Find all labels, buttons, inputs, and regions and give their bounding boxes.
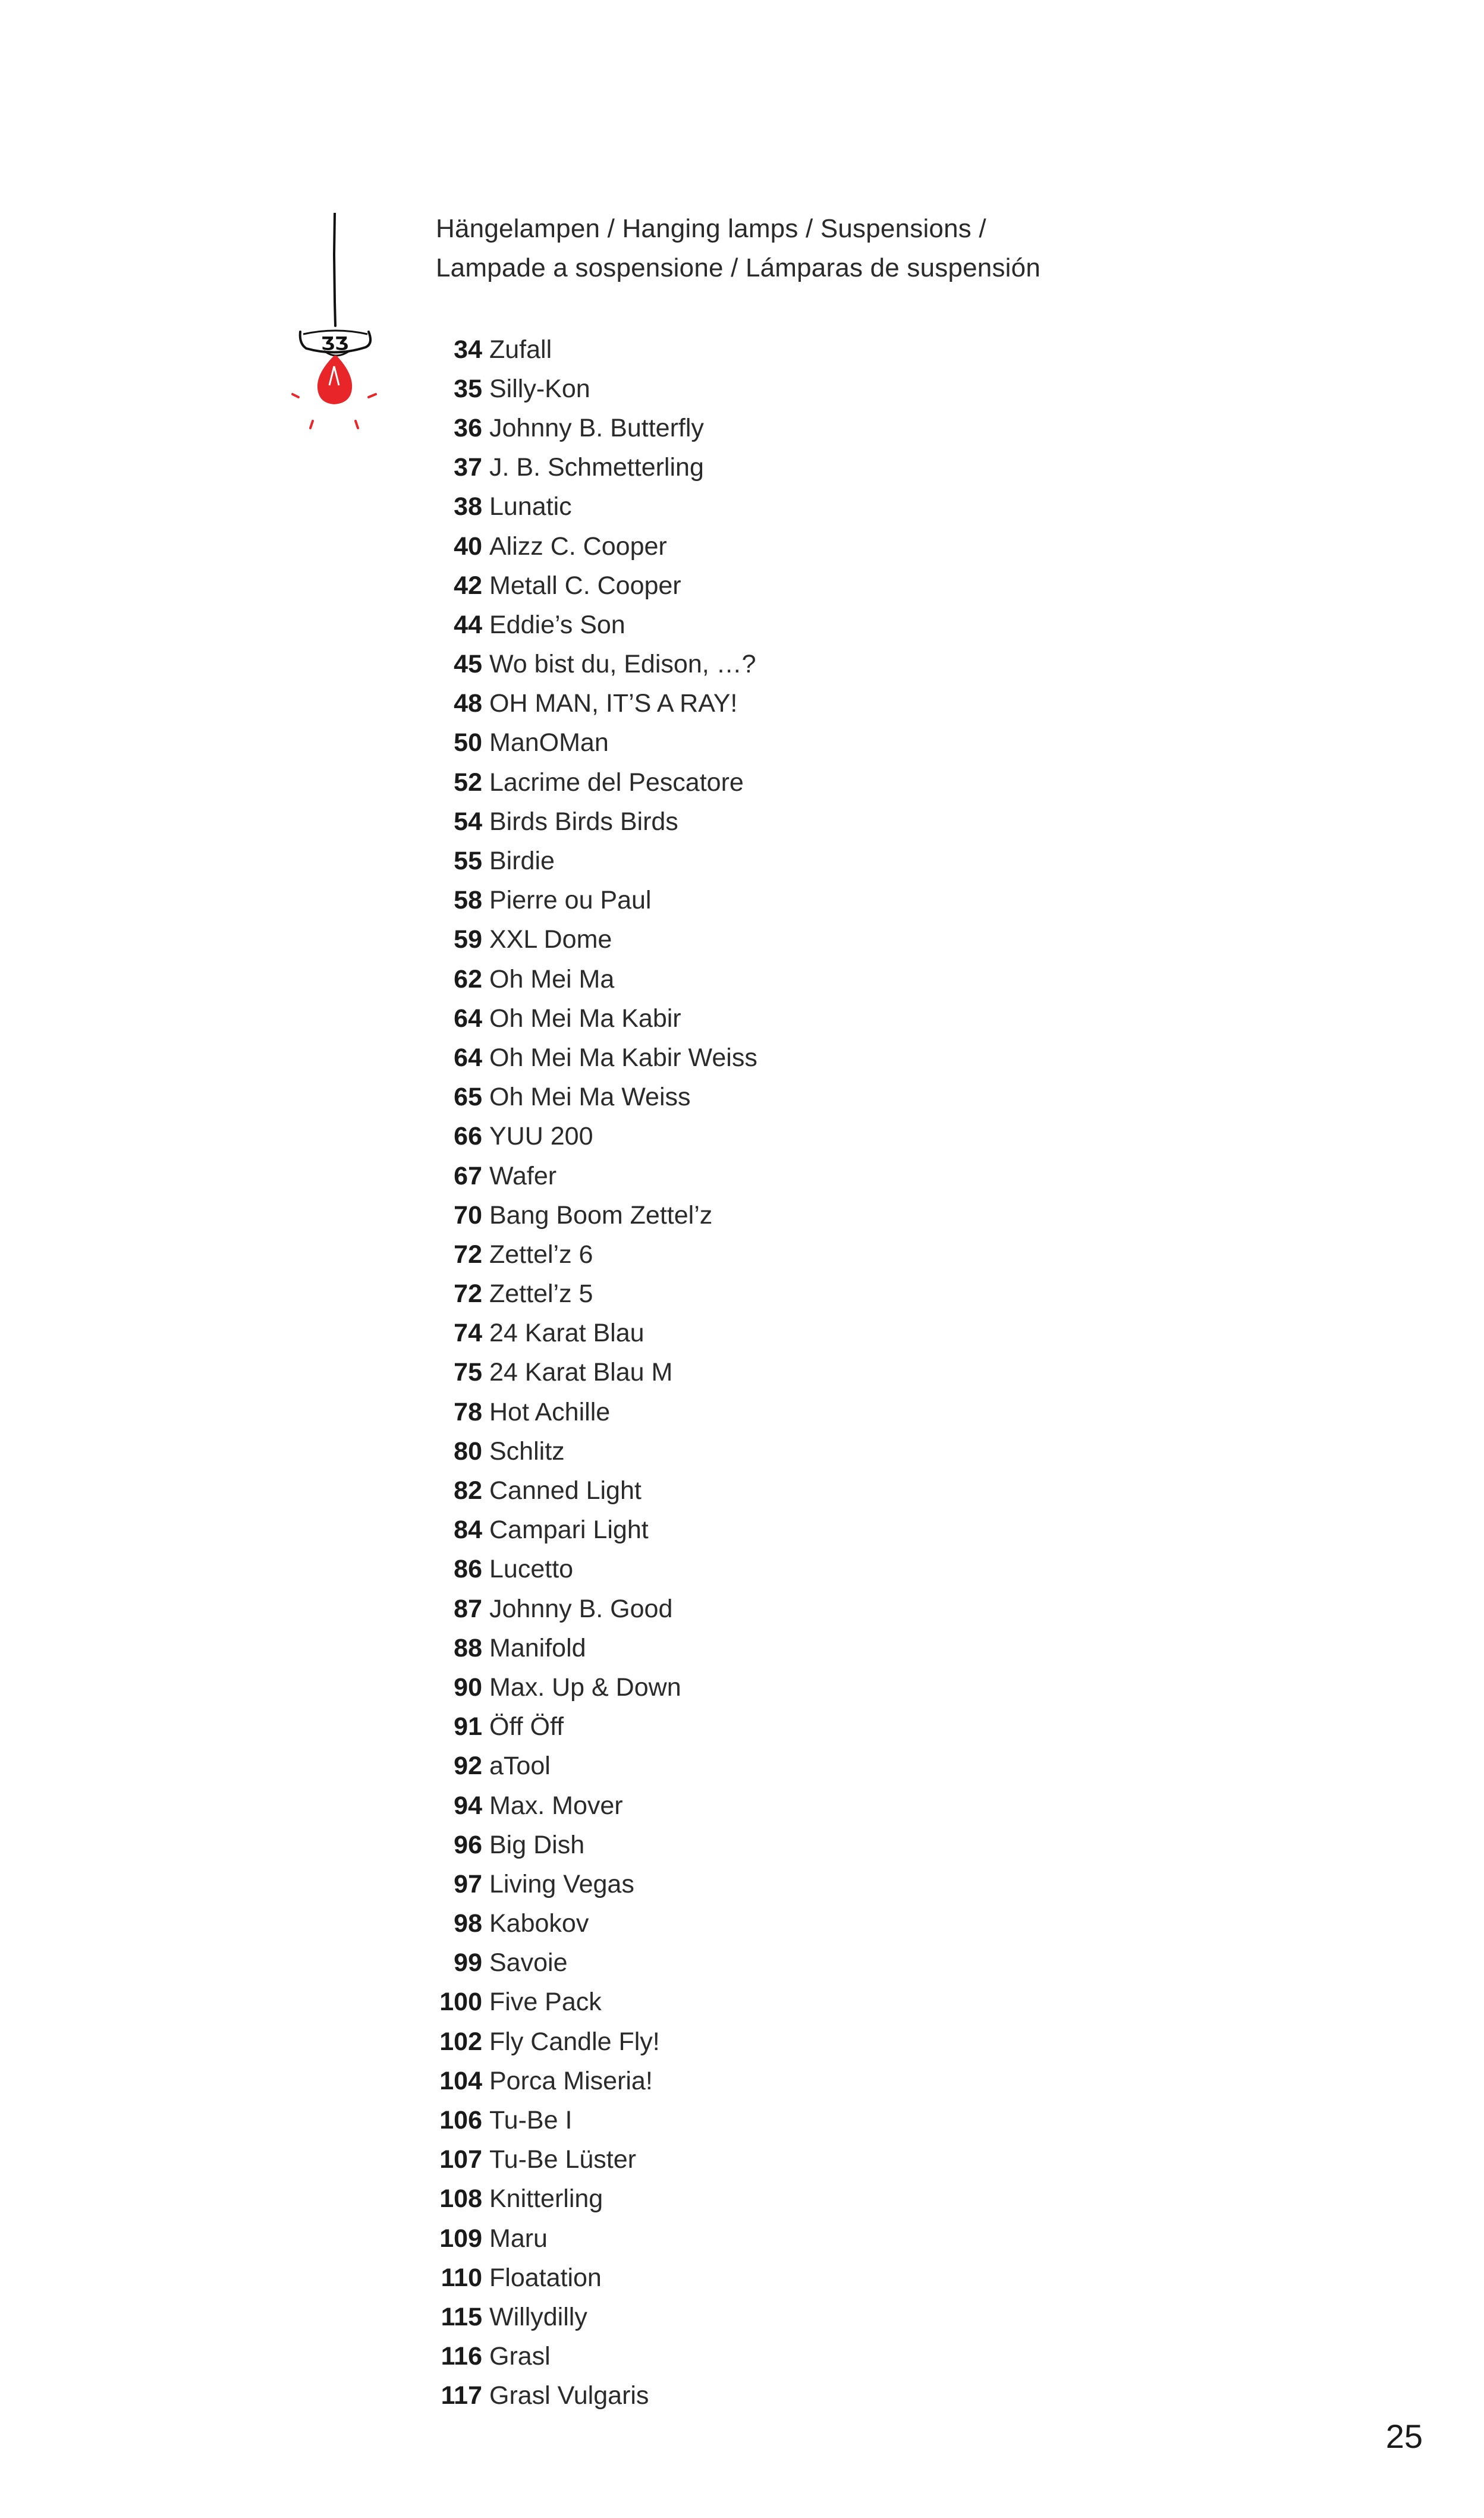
list-item [381,1471,757,1510]
list-item [381,1708,757,1747]
page-reference: 90 [454,1673,482,1702]
page-reference: 97 [454,1869,482,1898]
list-item [381,763,757,802]
list-item [381,1629,757,1668]
list-item [381,2022,757,2061]
page-reference: 75 [454,1358,482,1387]
page-reference: 84 [454,1516,482,1545]
product-name: Lucetto [489,1555,574,1584]
product-name: Johnny B. Good [489,1594,673,1623]
list-item [381,1353,757,1392]
page-reference: 88 [454,1633,482,1662]
product-name: Savoie [489,1948,568,1978]
page-reference: 64 [454,1043,482,1072]
hanging-lamp-icon [279,213,386,451]
list-item [381,2061,757,2101]
page-reference: 35 [454,374,482,403]
page-reference: 65 [454,1083,482,1112]
page-reference: 98 [454,1909,482,1938]
page-reference: 42 [454,571,482,600]
page-reference: 94 [454,1791,482,1820]
product-name: Max. Up & Down [489,1673,681,1702]
product-name: Living Vegas [489,1869,634,1898]
product-name: Wo bist du, Edison, …? [489,650,756,679]
list-item [381,488,757,527]
product-name: Oh Mei Ma Kabir Weiss [489,1043,757,1072]
product-name: Manifold [489,1633,586,1662]
page-reference: 87 [454,1594,482,1623]
product-name: Willydilly [489,2302,587,2331]
list-item [381,1078,757,1117]
list-item [381,369,757,408]
product-name: Maru [489,2224,548,2253]
page-reference: 72 [454,1280,482,1309]
product-name: Hot Achille [489,1397,611,1426]
page-reference: 100 [439,1988,482,2017]
product-name: aTool [489,1752,551,1781]
page-reference: 107 [439,2145,482,2174]
list-item [381,1550,757,1589]
list-item [381,1432,757,1471]
list-item [381,527,757,566]
list-item [381,1117,757,1156]
page-reference: 96 [454,1830,482,1859]
product-name: Oh Mei Ma Kabir [489,1004,681,1033]
product-name: YUU 200 [489,1122,593,1151]
page-reference: 40 [454,532,482,561]
list-item [381,448,757,488]
list-item [381,1747,757,1786]
product-name: Schlitz [489,1436,565,1466]
page-reference: 55 [454,847,482,876]
list-item [381,2297,757,2337]
page-reference: 117 [441,2381,482,2410]
list-item [381,960,757,999]
page-reference: 106 [439,2106,482,2135]
list-item [381,1038,757,1077]
page-reference: 70 [454,1200,482,1230]
product-name: Porca Miseria! [489,2066,653,2095]
list-item [381,2337,757,2376]
list-item [381,1235,757,1274]
product-name: Campari Light [489,1516,649,1545]
product-name: Floatation [489,2263,602,2292]
list-item [381,920,757,960]
page-reference: 104 [439,2066,482,2095]
list-item [381,881,757,920]
list-item [381,645,757,684]
product-name: Max. Mover [489,1791,623,1820]
list-item [381,1196,757,1235]
product-name: Zufall [489,335,552,364]
page-reference: 58 [454,886,482,915]
product-name: Oh Mei Ma Weiss [489,1083,691,1112]
product-name: XXL Dome [489,925,612,954]
page-reference: 64 [454,1004,482,1033]
page-reference: 99 [454,1948,482,1978]
list-item [381,330,757,369]
page-reference: 67 [454,1161,482,1190]
list-item [381,2219,757,2258]
list-item [381,1392,757,1432]
page-reference: 48 [454,689,482,718]
list-item [381,408,757,448]
list-item [381,1275,757,1314]
list-item [381,2180,757,2219]
product-name: Big Dish [489,1830,585,1859]
list-item [381,1156,757,1196]
svg-text:ƷƷ: ƷƷ [321,334,349,354]
page-reference: 78 [454,1397,482,1426]
list-item [381,1865,757,1904]
page-reference: 115 [441,2302,482,2331]
product-name: Zettel’z 5 [489,1280,593,1309]
page-reference: 74 [454,1319,482,1348]
page-reference: 36 [454,413,482,442]
product-name: Wafer [489,1161,557,1190]
page-reference: 66 [454,1122,482,1151]
list-item [381,1904,757,1944]
product-name: J. B. Schmetterling [489,453,704,482]
page-number: 25 [1385,2418,1423,2455]
page-reference: 52 [454,768,482,797]
list-item [381,724,757,763]
list-item [381,1589,757,1629]
page-reference: 82 [454,1476,482,1505]
list-item [381,1944,757,1983]
product-name: Knitterling [489,2184,603,2214]
product-name: Zettel’z 6 [489,1240,593,1269]
page-reference: 91 [454,1712,482,1741]
product-name: ManOMan [489,728,609,757]
product-name: Birds Birds Birds [489,807,678,836]
product-name: Tu-Be Lüster [489,2145,636,2174]
list-item [381,684,757,724]
list-item [381,2140,757,2180]
page-reference: 50 [454,728,482,757]
product-name: Tu-Be I [489,2106,573,2135]
list-item [381,999,757,1038]
page-reference: 54 [454,807,482,836]
page-reference: 86 [454,1555,482,1584]
product-name: Lunatic [489,492,572,521]
product-name: Oh Mei Ma [489,964,615,994]
list-item [381,1314,757,1353]
product-name: Johnny B. Butterfly [489,413,704,442]
product-name: OH MAN, IT’S A RAY! [489,689,738,718]
product-name: 24 Karat Blau [489,1319,644,1348]
list-item [381,2101,757,2140]
product-index-list [381,330,757,2416]
product-name: Birdie [489,847,555,876]
product-name: Grasl [489,2342,551,2371]
product-name: Canned Light [489,1476,642,1505]
product-name: Lacrime del Pescatore [489,768,744,797]
list-item [381,1668,757,1707]
page-reference: 116 [441,2342,482,2371]
list-item [381,566,757,605]
page-reference: 80 [454,1436,482,1466]
list-item [381,1825,757,1865]
page-reference: 92 [454,1752,482,1781]
product-name: Kabokov [489,1909,589,1938]
list-item [381,2376,757,2416]
page-reference: 34 [454,335,482,364]
page-reference: 45 [454,650,482,679]
product-name: Bang Boom Zettel’z [489,1200,713,1230]
product-name: 24 Karat Blau M [489,1358,673,1387]
list-item [381,605,757,645]
page-reference: 72 [454,1240,482,1269]
page-reference: 109 [439,2224,482,2253]
page-reference: 59 [454,925,482,954]
page-reference: 110 [441,2263,482,2292]
product-name: Silly-Kon [489,374,590,403]
product-name: Grasl Vulgaris [489,2381,649,2410]
product-name: Alizz C. Cooper [489,532,667,561]
product-name: Öff Öff [489,1712,564,1741]
product-name: Metall C. Cooper [489,571,681,600]
list-item [381,1511,757,1550]
list-item [381,802,757,841]
list-item [381,2258,757,2297]
page-reference: 62 [454,964,482,994]
list-item [381,1786,757,1825]
page-reference: 102 [439,2027,482,2056]
heading-line-1: Hängelampen / Hanging lamps / Suspensions / [436,214,986,243]
list-item [381,841,757,881]
product-name: Eddie’s Son [489,610,625,639]
section-heading [436,209,1040,288]
page-reference: 38 [454,492,482,521]
list-item [381,1983,757,2022]
product-name: Five Pack [489,1988,602,2017]
product-name: Fly Candle Fly! [489,2027,660,2056]
page-reference: 37 [454,453,482,482]
page-reference: 108 [439,2184,482,2214]
heading-line-2: Lampade a sospensione / Lámparas de suspensión [436,253,1040,282]
product-name: Pierre ou Paul [489,886,652,915]
page-reference: 44 [454,610,482,639]
